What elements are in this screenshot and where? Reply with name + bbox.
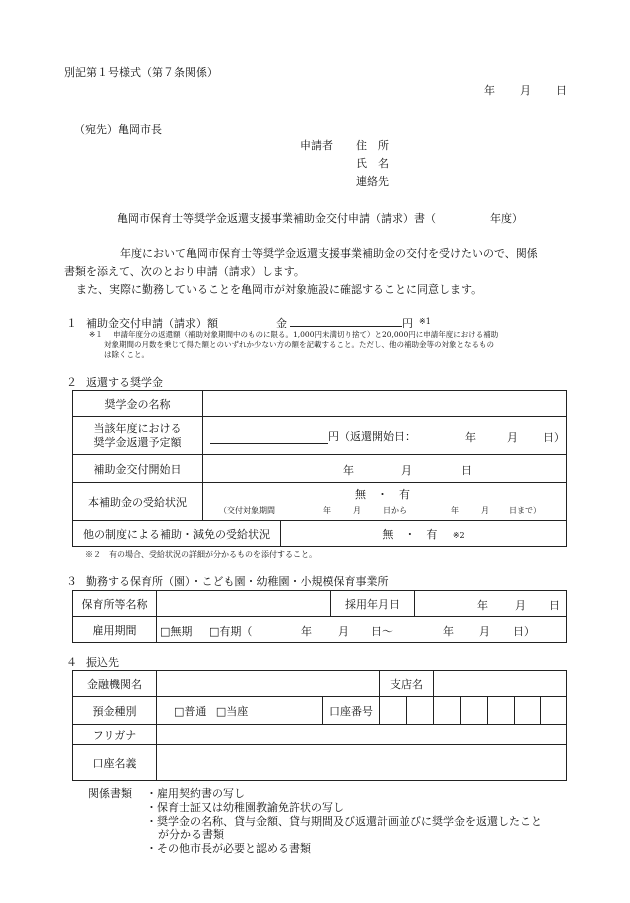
subsidy-period-month1: 月 bbox=[353, 506, 361, 515]
section1-kin: 金 bbox=[276, 317, 287, 330]
note1-line1: 申請年度分の返還額（補助対象期間中のものに限る。1,000円未満切り捨て）と20,000円に申請年度における補助 bbox=[113, 330, 499, 339]
subsidy-period-label: （交付対象期間 bbox=[219, 506, 275, 515]
section2-label: 返還する奨学金 bbox=[86, 376, 163, 389]
hire-day: 日 bbox=[549, 599, 560, 612]
furigana-field[interactable] bbox=[157, 725, 567, 745]
section1-en: 円 bbox=[402, 317, 413, 330]
body-line-3: また、実際に勤務していることを亀岡市が対象施設に確認することに同意します。 bbox=[76, 283, 483, 296]
date-year-label: 年 bbox=[484, 84, 495, 97]
repayment-start-day: 日） bbox=[543, 431, 565, 444]
table-row bbox=[73, 455, 567, 483]
section3-number: ３ bbox=[66, 575, 77, 588]
workplace-table bbox=[72, 590, 567, 643]
facility-name-label: 保育所等名称 bbox=[73, 591, 157, 617]
hire-month: 月 bbox=[515, 599, 526, 612]
document-item-3-cont: が分かる書類 bbox=[158, 828, 224, 841]
applicant-label: 申請者 bbox=[300, 139, 333, 152]
account-number-label: 口座番号 bbox=[323, 697, 380, 725]
document-item-4: ・その他市長が必要と認める書類 bbox=[146, 842, 311, 855]
section3-label: 勤務する保育所（園）・こども園・幼稚園・小規模保育事業所 bbox=[86, 575, 389, 588]
table-row bbox=[73, 617, 567, 643]
period-month1: 月 bbox=[338, 625, 349, 638]
table-row bbox=[73, 725, 567, 745]
table-row bbox=[73, 521, 567, 547]
document-item-2: ・保育士証又は幼稚園教諭免許状の写し bbox=[146, 801, 344, 814]
account-digit-4[interactable] bbox=[461, 697, 488, 725]
document-title: 亀岡市保育士等奨学金返還支援事業補助金交付申請（請求）書（ bbox=[117, 212, 436, 225]
document-item-1: ・雇用契約書の写し bbox=[146, 787, 245, 800]
documents-label: 関係書類 bbox=[88, 787, 132, 800]
amount-underline bbox=[290, 326, 402, 327]
ordinary-checkbox[interactable]: □普通 bbox=[174, 704, 207, 718]
account-holder-field[interactable] bbox=[157, 745, 567, 781]
date-month-label: 月 bbox=[520, 84, 531, 97]
subsidy-period-until: 日まで） bbox=[509, 506, 541, 515]
scholarship-name-field[interactable] bbox=[203, 391, 567, 417]
repayment-start-month: 月 bbox=[507, 431, 518, 444]
applicant-name-label: 氏 名 bbox=[356, 157, 389, 170]
furigana-label: フリガナ bbox=[73, 725, 157, 745]
document-item-3: ・奨学金の名称、貸与金額、貸与期間及び返還計画並びに奨学金を返還したこと bbox=[146, 815, 542, 828]
hire-date-label: 採用年月日 bbox=[331, 591, 415, 617]
other-support-choice[interactable]: 無 ・ 有 bbox=[382, 527, 438, 541]
bank-name-field[interactable] bbox=[157, 671, 380, 697]
section2-number: ２ bbox=[66, 376, 77, 389]
repayment-amount-label-line2: 奨学金返還予定額 bbox=[93, 435, 182, 449]
hire-year: 年 bbox=[477, 599, 488, 612]
section1-label: 補助金交付申請（請求）額 bbox=[86, 317, 218, 330]
account-type-field[interactable] bbox=[157, 697, 323, 725]
subsidy-period-year1: 年 bbox=[323, 506, 331, 515]
table-row bbox=[73, 483, 567, 521]
section4-number: ４ bbox=[66, 656, 77, 669]
scholarship-name-label: 奨学金の名称 bbox=[73, 391, 203, 417]
date-day-label: 日 bbox=[556, 84, 567, 97]
form-label: 別記第１号様式（第７条関係） bbox=[64, 66, 218, 79]
subsidy-start-field[interactable] bbox=[203, 455, 567, 483]
repayment-start-year: 年 bbox=[465, 431, 476, 444]
current-checkbox[interactable]: □当座 bbox=[215, 704, 249, 718]
section1-mark: ※1 bbox=[419, 317, 431, 326]
period-month2: 月 bbox=[479, 625, 490, 638]
section1-number: １ bbox=[66, 317, 77, 330]
document-title-year: 年度） bbox=[490, 212, 523, 225]
period-year2: 年 bbox=[443, 625, 454, 638]
employment-period-field[interactable] bbox=[157, 617, 567, 643]
facility-name-field[interactable] bbox=[157, 591, 331, 617]
table-row bbox=[73, 671, 567, 697]
hire-date-field[interactable] bbox=[415, 591, 567, 617]
subsidy-start-year: 年 bbox=[343, 464, 354, 477]
note1-line3: は除くこと。 bbox=[104, 350, 149, 359]
account-holder-label: 口座名義 bbox=[73, 745, 157, 781]
account-digit-2[interactable] bbox=[407, 697, 434, 725]
section4-label: 振込先 bbox=[86, 656, 119, 669]
table-row bbox=[73, 591, 567, 617]
bank-name-label: 金融機関名 bbox=[73, 671, 157, 697]
other-support-field[interactable] bbox=[281, 521, 567, 547]
subsidy-start-label: 補助金交付開始日 bbox=[73, 455, 203, 483]
body-line-1: 年度において亀岡市保育士等奨学金返還支援事業補助金の交付を受けたいので、関係 bbox=[120, 247, 538, 260]
repayment-amount-label bbox=[73, 417, 203, 455]
subsidy-status-label: 本補助金の受給状況 bbox=[73, 483, 203, 521]
employment-period-label: 雇用期間 bbox=[73, 617, 157, 643]
note1-line2: 対象期間の月数を乗じて得た額とのいずれか少ない方の額を記載すること。ただし、他の補助金等の対象となるもの bbox=[104, 340, 494, 349]
fixed-term-checkbox[interactable]: □有期（ bbox=[209, 625, 253, 638]
other-support-mark: ※2 bbox=[452, 530, 465, 540]
subsidy-period-year2: 年 bbox=[451, 506, 459, 515]
branch-name-field[interactable] bbox=[434, 671, 567, 697]
scholarship-table bbox=[72, 390, 567, 547]
account-digit-7[interactable] bbox=[541, 697, 567, 725]
repayment-amount-field[interactable] bbox=[203, 417, 567, 455]
period-day2: 日） bbox=[513, 625, 535, 638]
body-line-2: 書類を添えて、次のとおり申請（請求）します。 bbox=[64, 265, 305, 278]
applicant-address-label: 住 所 bbox=[356, 139, 389, 152]
no-term-checkbox[interactable]: □無期 bbox=[160, 625, 193, 638]
note1-mark: ※１ bbox=[89, 330, 103, 339]
account-digit-6[interactable] bbox=[515, 697, 541, 725]
subsidy-start-day: 日 bbox=[461, 464, 472, 477]
subsidy-period-from: 日から bbox=[383, 506, 407, 515]
account-digit-5[interactable] bbox=[488, 697, 515, 725]
other-support-label: 他の制度による補助・減免の受給状況 bbox=[73, 521, 281, 547]
repayment-en-label: 円（返還開始日： bbox=[328, 429, 416, 443]
account-digit-3[interactable] bbox=[434, 697, 461, 725]
subsidy-status-field[interactable] bbox=[203, 483, 567, 521]
account-digit-1[interactable] bbox=[380, 697, 407, 725]
bank-table bbox=[72, 670, 567, 781]
subsidy-period-month2: 月 bbox=[481, 506, 489, 515]
table-row bbox=[73, 417, 567, 455]
applicant-contact-label: 連絡先 bbox=[356, 175, 389, 188]
subsidy-start-month: 月 bbox=[401, 464, 412, 477]
table-row bbox=[73, 697, 567, 725]
addressee: （宛先）亀岡市長 bbox=[74, 123, 162, 136]
table-row bbox=[73, 391, 567, 417]
subsidy-status-choice[interactable]: 無 ・ 有 bbox=[355, 488, 410, 501]
table-row bbox=[73, 745, 567, 781]
repayment-amount-label-line1: 当該年度における bbox=[93, 421, 182, 435]
branch-name-label: 支店名 bbox=[380, 671, 434, 697]
note2: ※２ 有の場合、受給状況の詳細が分かるものを添付すること。 bbox=[85, 550, 317, 559]
period-year1: 年 bbox=[301, 625, 312, 638]
period-day1: 日～ bbox=[371, 625, 393, 638]
repayment-amount-underline bbox=[210, 431, 328, 444]
account-type-label: 預金種別 bbox=[73, 697, 157, 725]
